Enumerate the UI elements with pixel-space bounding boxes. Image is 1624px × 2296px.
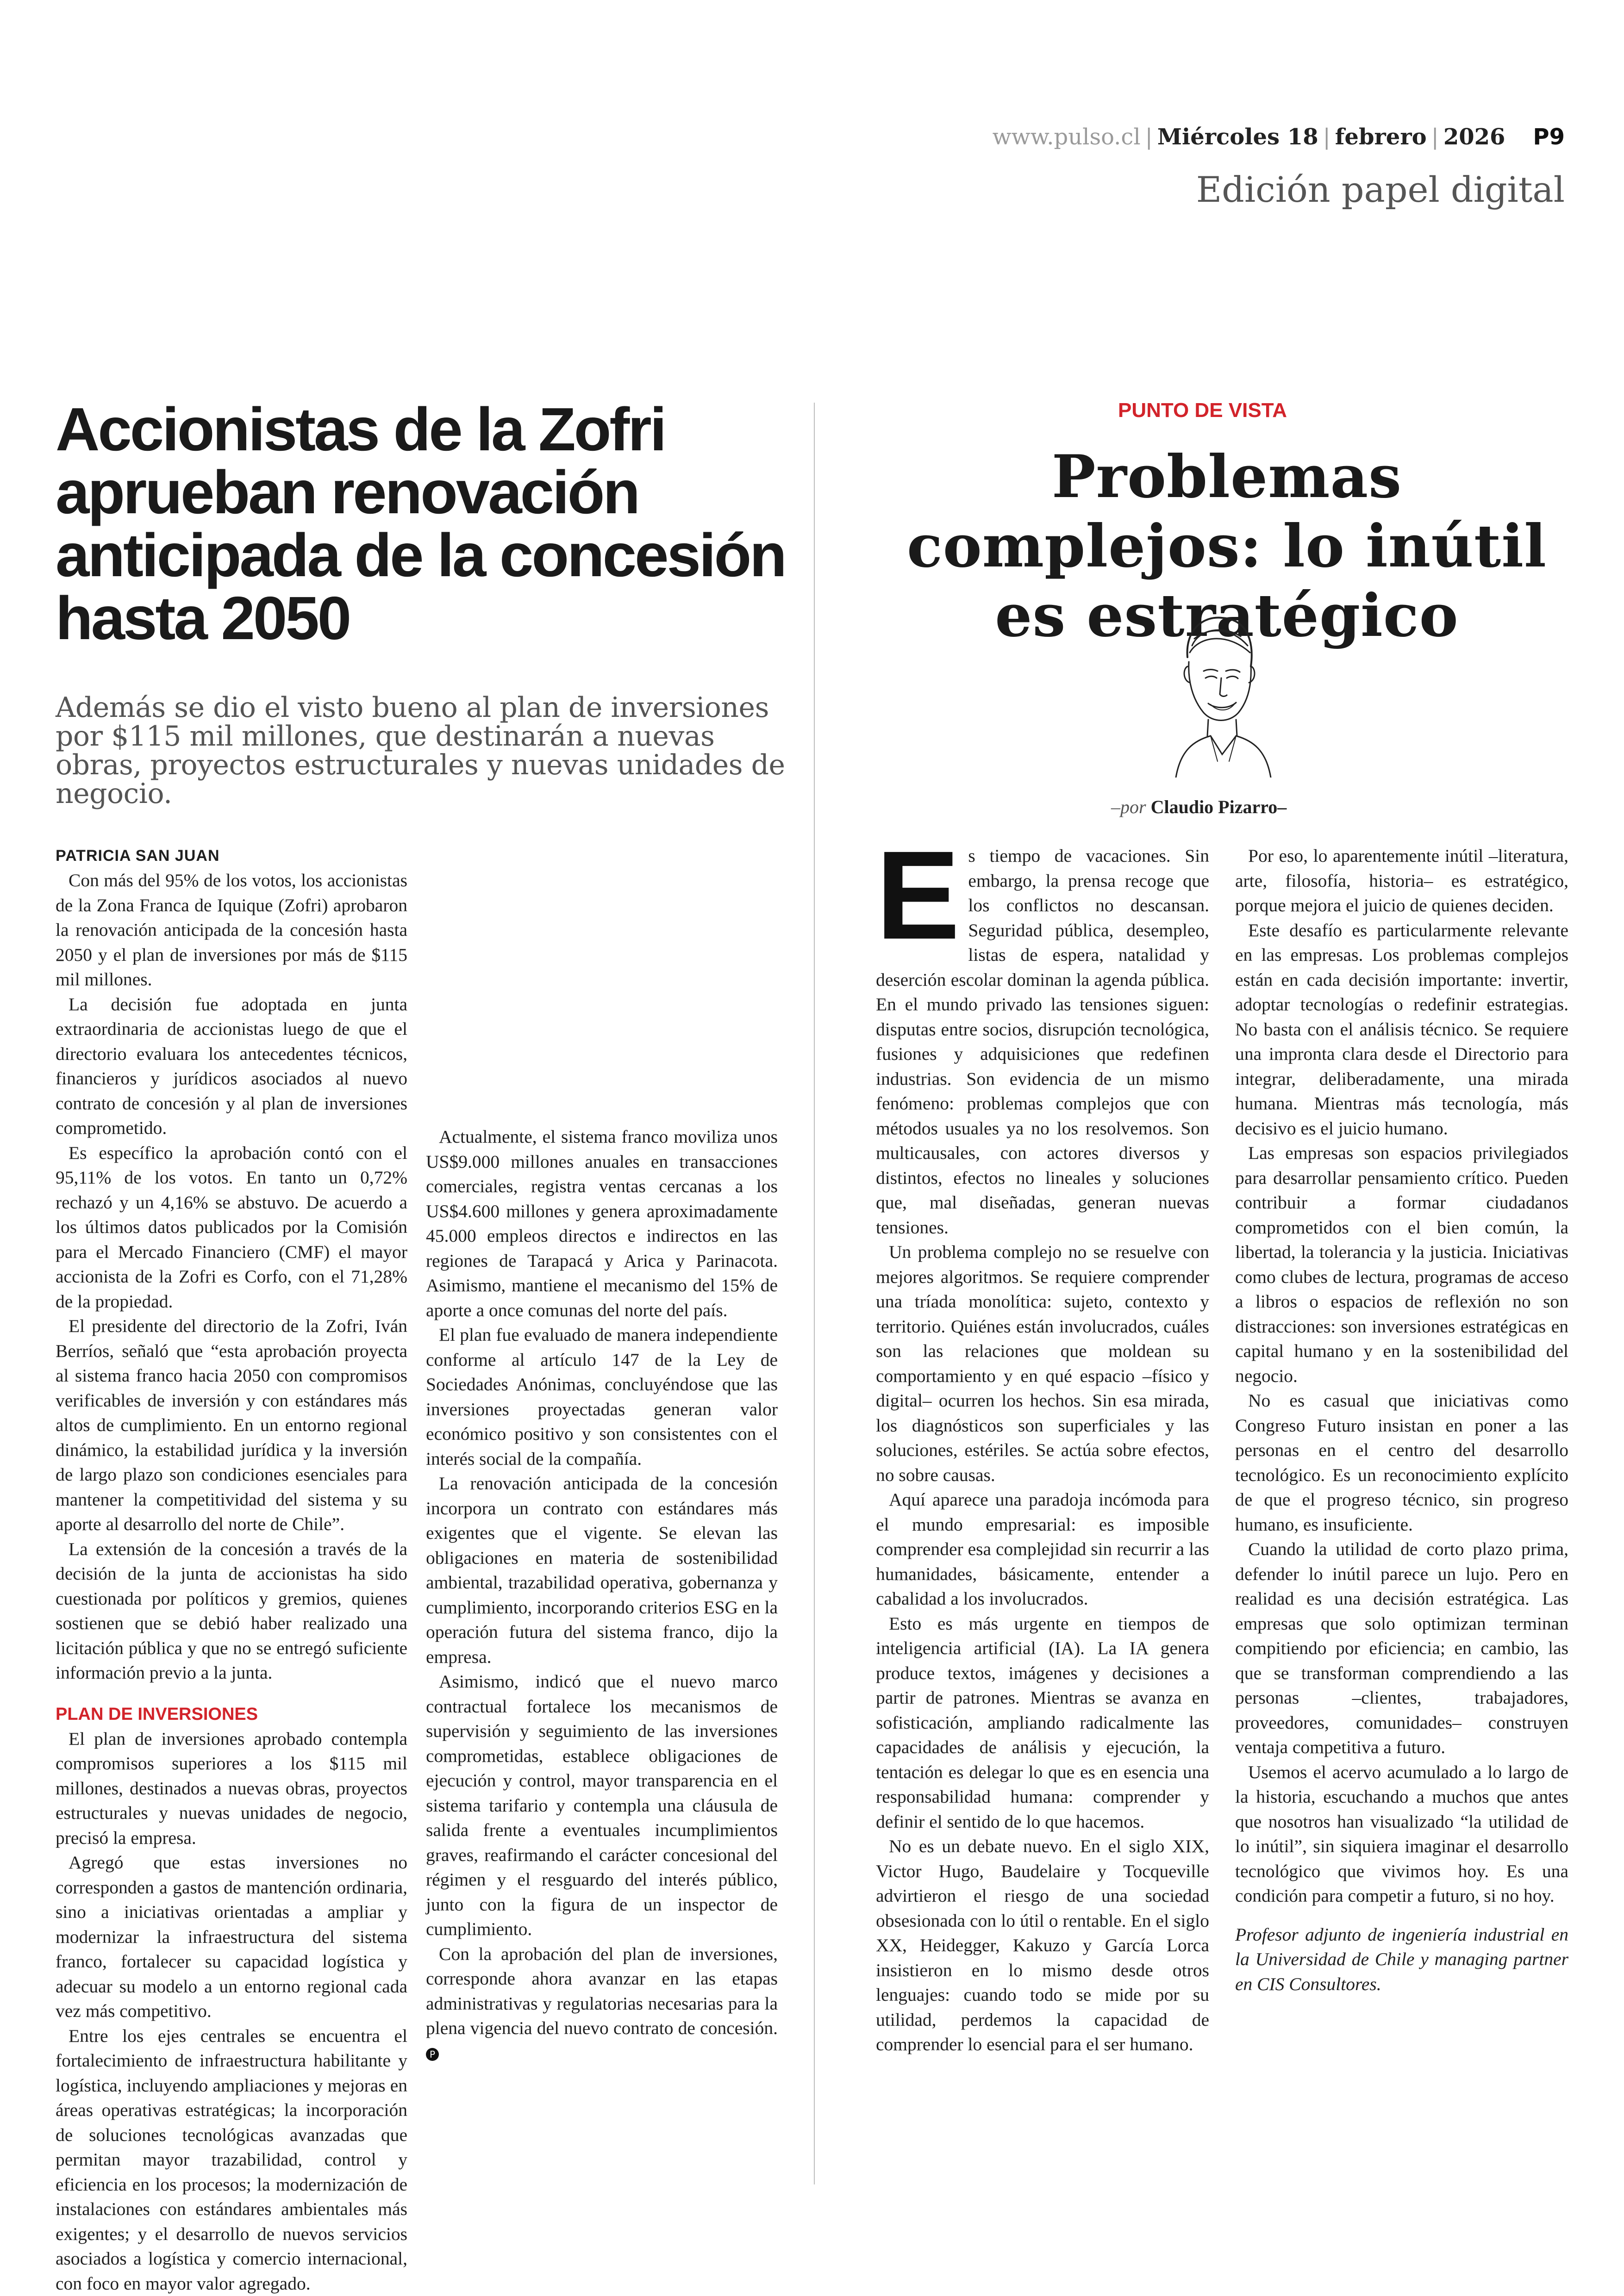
- opinion-column-2: [1235, 844, 1568, 1997]
- paragraph: No es un debate nuevo. En el siglo XIX, Victor Hugo, Baudelaire y Tocqueville advirtieron el riesgo de una sociedad obsesionada con lo útil o rentable. En el siglo XX, Heidegger, Kakuzo y García Lorca insistieron en lo mismo desde otros lenguajes: cuando todo se mide por su utilidad, perdemos la capacidad de comprender lo esencial para el ser humano.: [876, 1834, 1209, 2057]
- paragraph: Este desafío es particularmente relevante en las empresas. Los problemas complejos están en cada decisión importante: invertir, adoptar tecnologías o redefinir estrategias. No basta con el análisis técnico. Se requiere una impronta clara desde el Directorio para integrar, deliberadamente, una mirada humana. Mientras más tecnología, más decisivo es el juicio humano.: [1235, 918, 1568, 1141]
- paragraph: Aquí aparece una paradoja incómoda para el mundo empresarial: es imposible comprender esa complejidad sin recurrir a las humanidades, básicamente, entender a cabalidad a los involucrados.: [876, 1487, 1209, 1612]
- paragraph: La renovación anticipada de la concesión incorpora un contrato con estándares más exigentes que el vigente. Se elevan las obligaciones en materia de sostenibilidad ambiental, trazabilidad operativa, gobernanza y cumplimiento, incorporando criterios ESG en la operación futura del sistema franco, dijo la empresa.: [426, 1471, 778, 1669]
- article-headline: Accionistas de la Zofri aprueban renovación anticipada de la concesión hasta 2050: [56, 398, 796, 650]
- article-deck: Además se dio el visto bueno al plan de inversiones por $115 mil millones, que destinarán a nuevas obras, proyectos estructurales y nuevas unidades de negocio.: [56, 693, 796, 808]
- opinion-kicker: PUNTO DE VISTA: [1118, 399, 1287, 422]
- paragraph: No es casual que iniciativas como Congreso Futuro insistan en poner a las personas en el centro del desarrollo tecnológico. Es un reconocimiento explícito de que el progreso técnico, sin progreso humano, es insuficiente.: [1235, 1388, 1568, 1537]
- paragraph: El plan de inversiones aprobado contempla compromisos superiores a los $115 mil millones, destinados a nuevas obras, proyectos estructurales y nuevas unidades de negocio, precisó la empresa.: [56, 1727, 407, 1851]
- column-divider: [814, 403, 815, 2184]
- header-date-month: febrero: [1335, 124, 1427, 150]
- paragraph: El plan fue evaluado de manera independiente conforme al artículo 147 de la Ley de Sociedades Anónimas, concluyéndose que las inversiones proyectadas generan valor económico positivo y son consistentes con el interés social de la compañía.: [426, 1323, 778, 1471]
- paragraph-text: Con la aprobación del plan de inversiones, corresponde ahora avanzar en las etapas administrativas y regulatorias necesarias para la plena vigencia del nuevo contrato de concesión.: [426, 1944, 778, 2039]
- end-of-article-icon: P: [426, 2048, 439, 2061]
- paragraph: Actualmente, el sistema franco moviliza unos US$9.000 millones anuales en transacciones comerciales, registra ventas cercanas a los US$4.600 millones y genera aproximadamente 45.000 empleos directos e indirectos en las regiones de Tarapacá y Arica y Parinacota. Asimismo, mantiene el mecanismo del 15% de aporte a once comunas del norte del país.: [426, 1125, 778, 1323]
- paragraph: Cuando la utilidad de corto plazo prima, defender lo inútil parece un lujo. Pero en realidad es una decisión estratégica. Las empresas que solo optimizan terminan compitiendo por eficiencia; en cambio, las que se transforman comprendiendo a las personas –clientes, trabajadores, proveedores, comunidades– construyen ventaja competitiva a futuro.: [1235, 1537, 1568, 1760]
- opinion-title: Problemas complejos: lo inútil es estratégico: [880, 442, 1574, 650]
- author-portrait-illustration: [1148, 602, 1287, 778]
- article-byline: PATRICIA SAN JUAN: [56, 844, 407, 868]
- paragraph: Asimismo, indicó que el nuevo marco contractual fortalece los mecanismos de supervisión y seguimiento de las inversiones comprometidas, establece obligaciones de ejecución y control, mayor transparencia en el sistema tarifario y contempla una cláusula de salida frente a eventuales incumplimientos graves, reafirmando el carácter concesional del régimen y el resguardo del interés público, junto con la figura de un inspector de cumplimiento.: [426, 1669, 778, 1942]
- paragraph: Un problema complejo no se resuelve con mejores algoritmos. Se requiere comprender una tríada monolítica: sujeto, contexto y territorio. Quiénes están involucrados, cuáles son las relaciones que moldean su comportamiento y en qué espacio –físico y digital– ocurren los hechos. Sin esa mirada, los diagnósticos son superficiales y las soluciones, estériles. Se actúa sobre efectos, no sobre causas.: [876, 1240, 1209, 1487]
- paragraph: La extensión de la concesión a través de la decisión de la junta de accionistas ha sido cuestionada por políticos y gremios, quienes sostienen que se debió haber realizado una licitación pública y que no se entregó suficiente información previo a la junta.: [56, 1537, 407, 1686]
- paragraph: Agregó que estas inversiones no corresponden a gastos de mantención ordinaria, sino a iniciativas orientadas a ampliar y modernizar la infraestructura del sistema franco, fortalecer su capacidad logística y adecuar su modelo a un entorno regional cada vez más competitivo.: [56, 1850, 407, 2024]
- header-date-year: 2026: [1443, 124, 1505, 150]
- page-header: www.pulso.cl | Miércoles 18 | febrero | 2026 P9: [993, 124, 1565, 150]
- paragraph: Las empresas son espacios privilegiados para desarrollar pensamiento crítico. Pueden contribuir a formar ciudadanos comprometidos con el bien común, la libertad, la tolerancia y la justicia. Iniciativas como clubes de lectura, programas de acceso a libros o espacios de reflexión no son distracciones: son inversiones estratégicas en capital humano y en la sostenibilidad del negocio.: [1235, 1141, 1568, 1388]
- paragraph: Esto es más urgente en tiempos de inteligencia artificial (IA). La IA genera produce textos, imágenes y decisiones a partir de patrones. Mientras se avanza en sofisticación, ampliando radicalmente las capacidades de análisis y ejecución, la tentación es delegar lo que es en esencia una responsabilidad humana: comprender y definir el sentido de lo que hacemos.: [876, 1612, 1209, 1835]
- paragraph: [426, 1942, 778, 2066]
- article-column-1: [56, 844, 407, 2296]
- paragraph: Entre los ejes centrales se encuentra el fortalecimiento de infraestructura habilitante y logística, incluyendo ampliaciones y mejoras en áreas operativas estratégicas; la incorporación de soluciones tecnológicas avanzadas que permitan mayor trazabilidad, control y eficiencia en los procesos; la modernización de instalaciones con estándares ambientales más exigentes; y el desarrollo de nuevos servicios asociados a logística y comercio internacional, con foco en mayor valor agregado.: [56, 2024, 407, 2296]
- paragraph: El presidente del directorio de la Zofri, Iván Berríos, señaló que “esta aprobación proyecta al sistema franco hacia 2050 con compromisos verificables de inversión y con estándares más altos de cumplimiento. En un entorno regional dinámico, la estabilidad jurídica y la inversión de largo plazo son condiciones esenciales para mantener la competitividad del sistema y su aporte al desarrollo del norte de Chile”.: [56, 1314, 407, 1537]
- opinion-author: [1111, 796, 1287, 818]
- author-name: Claudio Pizarro–: [1151, 796, 1287, 817]
- paragraph-text: s tiempo de vacaciones. Sin embargo, la prensa recoge que los conflictos no descansan. Seguridad pública, desempleo, listas de espera, natalidad y deserción escolar dominan la agenda pública. En el mundo privado las tensiones siguen: disputas entre socios, disrupción tecnológica, fusiones y adquisiciones que redefinen industrias. Son evidencia de un mismo fenómeno: problemas complejos que con métodos usuales ya no los resolvemos. Son multicausales, con actores diversos y distintos, efectos no lineales y soluciones que, mal diseñadas, generan nuevas tensiones.: [876, 846, 1209, 1238]
- paragraph: Con más del 95% de los votos, los accionistas de la Zona Franca de Iquique (Zofri) aprobaron la renovación anticipada de la concesión hasta 2050 y el plan de inversiones por más de $115 mil millones.: [56, 868, 407, 992]
- paragraph: Es específico la aprobación contó con el 95,11% de los votos. En tanto un 0,72% rechazó y un 4,16% se abstuvo. De acuerdo a los últimos datos publicados por la Comisión para el Mercado Financiero (CMF) el mayor accionista de la Zofri es Corfo, con el 71,28% de la propiedad.: [56, 1141, 407, 1314]
- edition-label: Edición papel digital: [1196, 169, 1565, 210]
- section-subhead: PLAN DE INVERSIONES: [56, 1702, 407, 1727]
- article-column-2: [426, 1125, 778, 2066]
- page-number: P9: [1533, 124, 1565, 150]
- author-prefix: –por: [1111, 796, 1146, 817]
- paragraph: Por eso, lo aparentemente inútil –literatura, arte, filosofía, historia– es estratégico, porque mejora el juicio de quienes deciden.: [1235, 844, 1568, 918]
- opinion-column-1: [876, 844, 1209, 2057]
- drop-cap: E: [876, 846, 960, 944]
- paragraph: Usemos el acervo acumulado a lo largo de la historia, escuchando a muchos que antes que nosotros han visualizado “la utilidad de lo inútil”, sin siquiera imaginar el desarrollo tecnológico que vivimos hoy. Es una condición para competir a futuro, si no hoy.: [1235, 1760, 1568, 1909]
- paragraph: La decisión fue adoptada en junta extraordinaria de accionistas luego de que el directorio evaluara los antecedentes técnicos, financieros y jurídicos asociados al nuevo contrato de concesión y al plan de inversiones comprometido.: [56, 992, 407, 1141]
- site-url[interactable]: www.pulso.cl: [993, 124, 1141, 150]
- author-bio: Profesor adjunto de ingeniería industrial en la Universidad de Chile y managing partner en CIS Consultores.: [1235, 1923, 1568, 1997]
- header-date-day: Miércoles 18: [1157, 124, 1318, 150]
